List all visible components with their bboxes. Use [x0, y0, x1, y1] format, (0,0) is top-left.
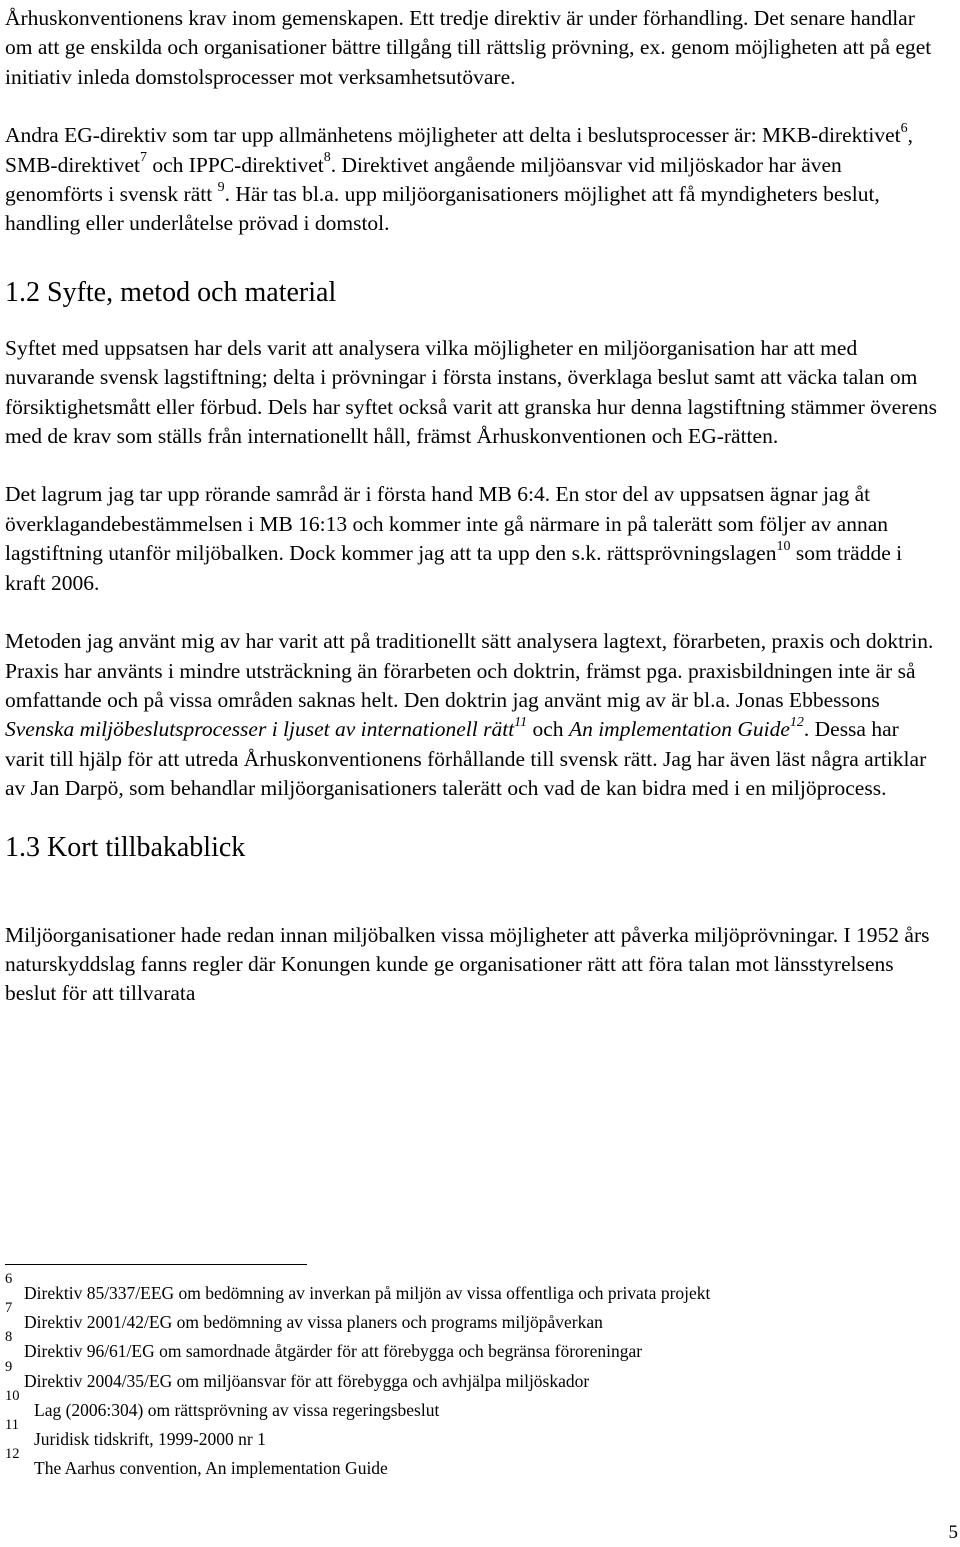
footnote-number: 9 [5, 1358, 13, 1375]
book-title: Svenska miljöbeslutsprocesser i ljuset av internationell rätt [5, 717, 515, 742]
paragraph-purpose: Syftet med uppsatsen har dels varit att analysera vilka möjligheter en miljöorganisation har att med nuvarande svensk lagstiftning; delta i prövningar i första instans, överklaga beslut samt att väcka talan om försiktighetsmått eller förbud. Dels har syftet också varit att granska hur denna lagstiftning stämmer överens med de krav som ställs från internationellt håll, främst Århuskonventionen och EG-rätten. [5, 335, 937, 449]
footnote-text: Lag (2006:304) om rättsprövning av vissa regeringsbeslut [34, 1399, 440, 1420]
footnote-number: 7 [5, 1300, 13, 1317]
footnote-item [5, 1271, 940, 1303]
footnote-ref-6[interactable]: 6 [900, 121, 908, 137]
footnote-number: 6 [5, 1271, 13, 1287]
paragraph-other-directives: Andra EG-direktiv som tar upp allmänhetens möjligheter att delta i beslutsprocesser är: MKB-direktivet$^6$, SMB-direktivet$^7$ och IPPC-direktivet$^8$. Direktivet angående miljöansvar vid miljöskador har även genomförts i svensk rätt $^9$. Här tas bl.a. upp miljöorganisationers möjlighet att få myndigheters beslut, handling eller underlåtelse prövad i domstol. [5, 121, 913, 236]
page-number: 5 [948, 1522, 958, 1543]
footnote-text: Direktiv 85/337/EEG om bedömning av inverkan på miljön av vissa offentliga och privata projekt [24, 1283, 711, 1303]
footnote-number: 12 [5, 1446, 20, 1463]
footnote-item [5, 1358, 940, 1391]
footnote-ref-7[interactable]: 7 [139, 150, 147, 166]
footnote-item [5, 1446, 940, 1479]
footnote-ref-8[interactable]: 8 [323, 150, 331, 166]
footnote-number: 8 [5, 1329, 13, 1346]
paragraph-directives-intro: Århuskonventionens krav inom gemenskapen. Ett tredje direktiv är under förhandling. Det senare handlar om att ge enskilda och organisationer bättre tillgång till rättslig prövning, ex. genom möjligheten att på eget initiativ inleda domstolsprocesser mot verksamhetsutövare. [5, 6, 932, 89]
footnotes-list [5, 1271, 940, 1479]
footnote-text: Direktiv 96/61/EG om samordnade åtgärder för att förebygga och begränsa föroreningar [24, 1341, 643, 1362]
footnote-text: Direktiv 2001/42/EG om bedömning av vissa planers och programs miljöpåverkan [24, 1312, 603, 1333]
document-page [5, 0, 940, 1009]
footnote-text: The Aarhus convention, An implementation Guide [34, 1458, 388, 1479]
guide-title: An implementation Guide [568, 717, 790, 742]
footnote-item [5, 1329, 940, 1362]
footnote-ref-11[interactable]: 11 [514, 715, 528, 731]
footnote-item [5, 1416, 940, 1449]
paragraph-method: Metoden jag använt mig av har varit att på traditionellt sätt analysera lagtext, förarbeten, praxis och doktrin. Praxis har använts i mindre utsträckning än förarbeten och doktrin, främst pga. praxisbildningen inte är så omfattande och på vissa områden saknas helt. Den doktrin jag använt mig av är bl.a. Jonas Ebbessons Svenska miljöbeslutsprocesser i ljuset av internationell rätt$^{11}$ och An implementation Guide$^{12}$. Dessa har varit till hjälp för att utreda Århuskonventionens förhållande till svensk rätt. Jag har även läst några artiklar av Jan Darpö, som behandlar miljöorganisationers talerätt och vad de kan bidra med i en miljöprocess. [5, 629, 934, 801]
footnote-ref-9[interactable]: 9 [217, 179, 225, 195]
footnote-text: Direktiv 2004/35/EG om miljöansvar för att förebygga och avhjälpa miljöskador [24, 1370, 590, 1391]
footnote-number: 10 [5, 1387, 20, 1404]
footnote-text: Juridisk tidskrift, 1999-2000 nr 1 [34, 1428, 266, 1449]
paragraph-scope: Det lagrum jag tar upp rörande samråd är i första hand MB 6:4. En stor del av uppsatsen ägnar jag åt överklagandebestämmelsen i MB 16:13 och kommer inte gå närmare in på talerätt som följer av annan lagstiftning utanför miljöbalken. Dock kommer jag att ta upp den s.k. rättsprövningslagen$^{10}$ som trädde i kraft 2006. [5, 482, 903, 595]
paragraph-background: Miljöorganisationer hade redan innan miljöbalken vissa möjligheter att påverka miljöprövningar. I 1952 års naturskyddslag fanns regler där Konungen kunde ge organisationer rätt att föra talan mot länsstyrelsens beslut för att tillvarata [5, 922, 930, 1006]
footnote-item [5, 1387, 940, 1420]
section-heading-1-3: 1.3 Kort tillbakablick [5, 831, 246, 863]
footnote-ref-12[interactable]: 12 [789, 715, 804, 731]
footnote-ref-10[interactable]: 10 [776, 539, 791, 555]
footnote-separator [5, 1264, 307, 1265]
section-heading-1-2: 1.2 Syfte, metod och material [5, 276, 337, 308]
footnote-item [5, 1300, 940, 1333]
footnote-number: 11 [5, 1416, 19, 1433]
